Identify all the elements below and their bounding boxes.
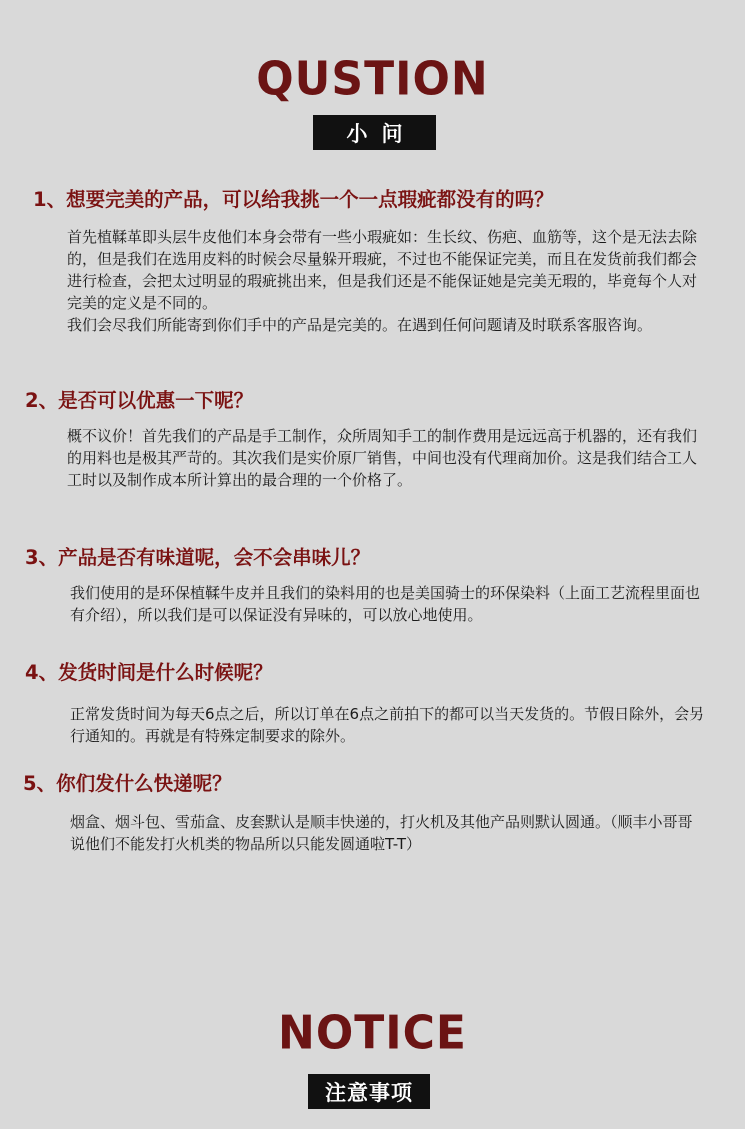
faq-answer-1-paragraph-1: 首先植鞣革即头层牛皮他们本身会带有一些小瑕疵如：生长纹、伤疤、血筋等，这个是无法去除的，但是我们在选用皮料的时候会尽量躲开瑕疵，不过也不能保证完美，而且在发货前我们都会进行检查，会把太过明显的瑕疵挑出来，但是我们还是不能保证她是完美无瑕的，毕竟每个人对完美的定义是不同的。	[67, 228, 698, 312]
notice-heading: NOTICE	[278, 1006, 467, 1061]
faq-answer-2-paragraph-1: 概不议价！首先我们的产品是手工制作，众所周知手工的制作费用是远远高于机器的，还有我们的用料也是极其严苛的。其次我们是实价原厂销售，中间也没有代理商加价。这是我们结合工人工时以及制作成本所计算出的最合理的一个价格了。	[67, 427, 698, 489]
faq-answer-3	[70, 582, 706, 626]
faq-question-5: 5、你们发什么快递呢？	[23, 772, 232, 795]
faq-answer-4-paragraph-1: 正常发货时间为每天6点之后，所以订单在6点之前拍下的都可以当天发货的。节假日除外，会另行通知的。再就是有特殊定制要求的除外。	[70, 705, 705, 745]
faq-answer-2	[67, 425, 703, 491]
notice-subtitle-label: 注意事项	[308, 1074, 430, 1109]
faq-answer-5-paragraph-1: 烟盒、烟斗包、雪茄盒、皮套默认是顺丰快递的，打火机及其他产品则默认圆通。（顺丰小哥哥说他们不能发打火机类的物品所以只能发圆通啦T-T）	[70, 813, 693, 853]
faq-question-3: 3、产品是否有味道呢，会不会串味儿？	[25, 546, 371, 569]
faq-answer-3-paragraph-1: 我们使用的是环保植鞣牛皮并且我们的染料用的也是美国骑士的环保染料（上面工艺流程里面也有介绍），所以我们是可以保证没有异味的，可以放心地使用。	[70, 584, 701, 624]
faq-question-2: 2、是否可以优惠一下呢？	[25, 389, 254, 412]
question-heading: QUSTION	[256, 52, 489, 107]
faq-answer-4	[70, 703, 706, 747]
faq-question-4: 4、发货时间是什么时候呢？	[25, 661, 273, 684]
faq-answer-1-paragraph-2: 我们会尽我们所能寄到你们手中的产品是完美的。在遇到任何问题请及时联系客服咨询。	[67, 316, 653, 334]
faq-answer-5	[70, 811, 706, 855]
faq-answer-1	[67, 226, 703, 336]
question-subtitle-label: 小问	[313, 115, 436, 150]
faq-question-1: 1、想要完美的产品，可以给我挑一个一点瑕疵都没有的吗？	[33, 188, 554, 211]
